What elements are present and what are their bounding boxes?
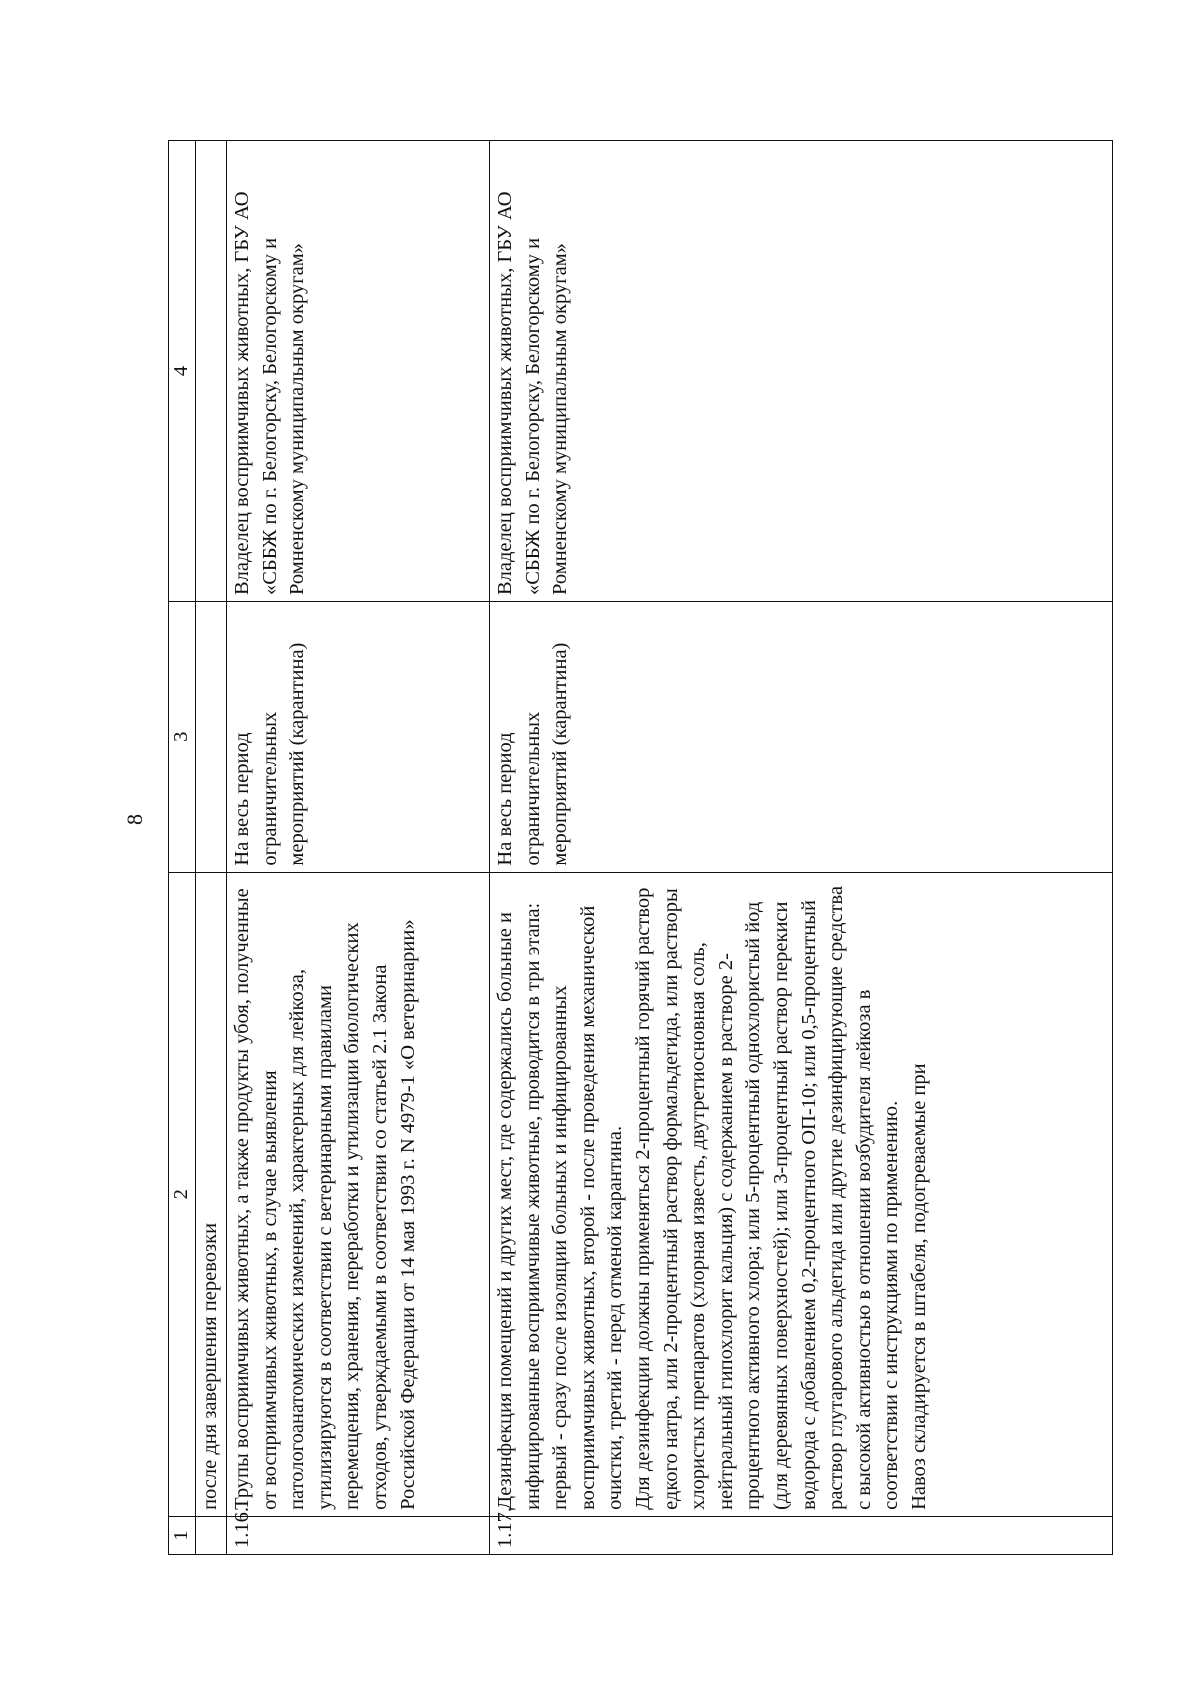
- row-number: 1.16.: [227, 1516, 490, 1554]
- page-number: 8: [122, 814, 147, 825]
- table-row: [490, 141, 1113, 1555]
- header-col-2: 2: [169, 872, 196, 1516]
- row-description: Трупы восприимчивых животных, а также продукты убоя, полученные от восприимчивых животных, в случае выявления патологоанатомических изменений, характерных для лейкоза, утилизируются в соответствии с ветеринарными правилами перемещения, хранения, переработки и утилизации биологических отходов, утверждаемыми в соответствии со статьей 2.1 Закона Российской Федерации от 14 мая 1993 г. N 4979-1 «О ветеринарии»: [227, 872, 490, 1516]
- measures-table: [168, 140, 1113, 1555]
- description-paragraph: Навоз складируется в штабеля, подогреваемые при: [907, 1063, 930, 1510]
- header-col-4: 4: [169, 141, 196, 602]
- table-header-row: [169, 141, 196, 1555]
- continuation-number-cell: [196, 1516, 227, 1554]
- row-description: [490, 872, 1113, 1516]
- continuation-period-cell: [196, 602, 227, 873]
- row-number: 1.17.: [490, 1516, 1113, 1554]
- description-paragraph: Дезинфекция помещений и других мест, где содержались больные и инфицированные восприимчивые животные, проводится в три этапа: первый - сразу после изоляции больных и инфицированных восприимчивых животных, второй - после проведения механической очистки, третий - перед отменой карантина.: [494, 902, 627, 1510]
- header-col-3: 3: [169, 602, 196, 873]
- continuation-text: после дня завершения перевозки: [196, 872, 227, 1516]
- header-col-1: 1: [169, 1516, 196, 1554]
- description-paragraph: Для дезинфекции должны применяться 2-процентный горячий раствор едкого натра, или 2-процентный раствор формальдегида, или растворы хлористых препаратов (хлорная известь, двутретиосновная соль, нейтральный гипохлорит кальция) с содержанием в растворе 2-процентного активного хлора; или 5-процентный однохлористый йод (для деревянных поверхностей); или 3-процентный раствор перекиси водорода с добавлением 0,2-процентного ОП-10; или 0,5-процентный раствор глутарового альдегида или другие дезинфицирующие средства с высокой активностью в отношении возбудителя лейкоза в соответствии с инструкциями по применению.: [631, 885, 903, 1510]
- row-period: На весь период ограничительных мероприятий (карантина): [227, 602, 490, 873]
- continuation-row: [196, 141, 227, 1555]
- continuation-responsible-cell: [196, 141, 227, 602]
- document-page: [168, 140, 1113, 1555]
- row-period: На весь период ограничительных мероприятий (карантина): [490, 602, 1113, 873]
- table-row: [227, 141, 490, 1555]
- row-responsible: Владелец восприимчивых животных, ГБУ АО «СББЖ по г. Белогорску, Белогорскому и Ромненскому муниципальным округам»: [490, 141, 1113, 602]
- row-responsible: Владелец восприимчивых животных, ГБУ АО «СББЖ по г. Белогорску, Белогорскому и Ромненскому муниципальным округам»: [227, 141, 490, 602]
